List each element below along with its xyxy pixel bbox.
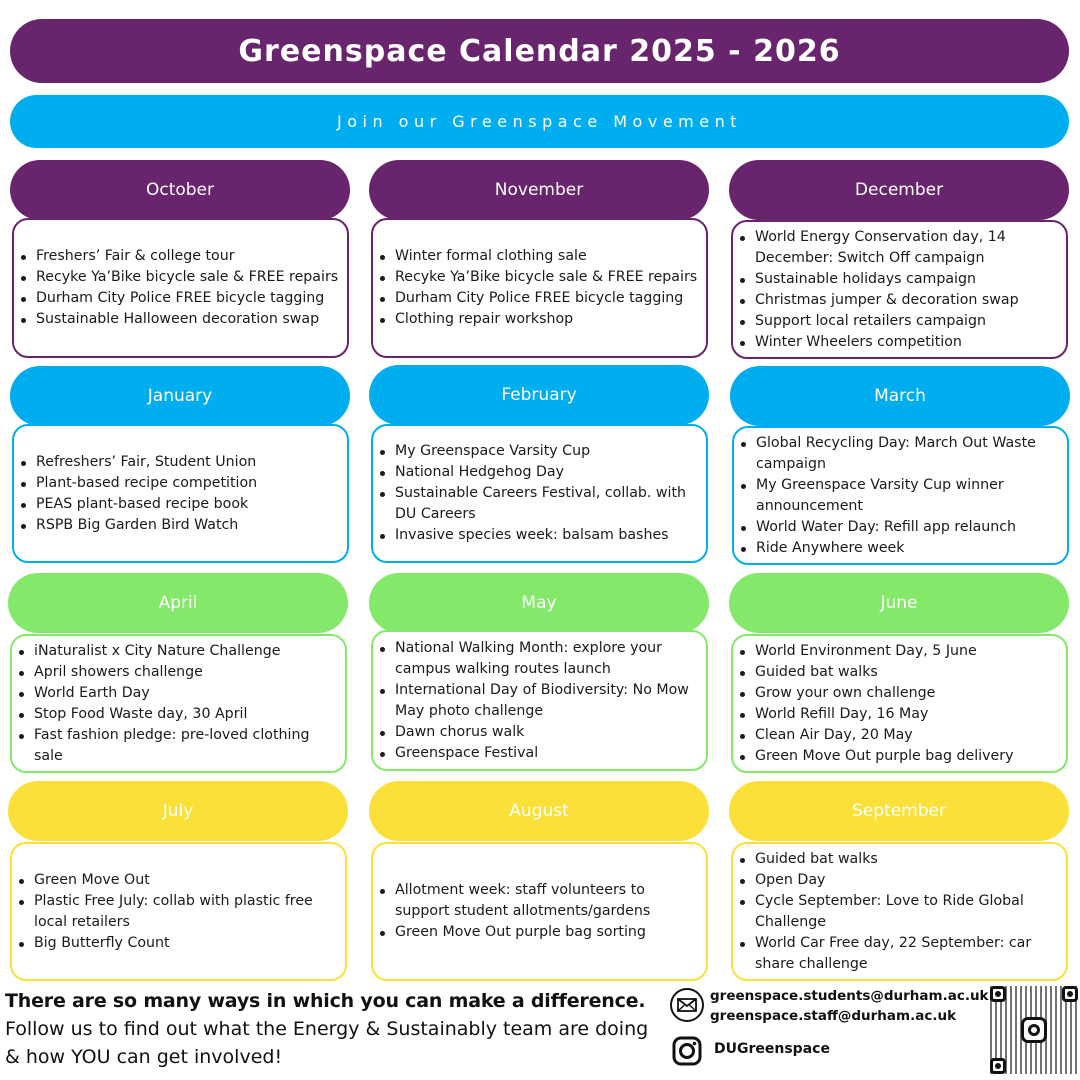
month-events bbox=[12, 218, 349, 358]
event-item: National Hedgehog Day bbox=[377, 462, 702, 483]
month-events bbox=[10, 842, 347, 981]
event-item: National Walking Month: explore your campus walking routes launch bbox=[377, 638, 702, 680]
event-item: World Water Day: Refill app relaunch bbox=[738, 517, 1063, 538]
event-list bbox=[377, 638, 702, 764]
month-events bbox=[731, 634, 1068, 773]
event-item: Fast fashion pledge: pre-loved clothing sale bbox=[16, 725, 341, 767]
event-item: Greenspace Festival bbox=[377, 743, 702, 764]
event-item: World Energy Conservation day, 14 December: Switch Off campaign bbox=[737, 227, 1062, 269]
event-list bbox=[18, 246, 343, 330]
month-header: May bbox=[369, 573, 709, 633]
month-events bbox=[731, 842, 1068, 981]
month-header: March bbox=[730, 366, 1070, 426]
event-item: Guided bat walks bbox=[737, 849, 1062, 870]
event-item: Green Move Out purple bag sorting bbox=[377, 922, 702, 943]
month-header: December bbox=[729, 160, 1069, 220]
email-staff-link[interactable]: greenspace.staff@durham.ac.uk bbox=[710, 1008, 957, 1024]
event-item: Winter Wheelers competition bbox=[737, 332, 1062, 353]
month-header: June bbox=[729, 573, 1069, 633]
event-item: Recyke Ya’Bike bicycle sale & FREE repairs bbox=[377, 267, 702, 288]
event-item: Green Move Out purple bag delivery bbox=[737, 746, 1062, 767]
event-item: Recyke Ya’Bike bicycle sale & FREE repairs bbox=[18, 267, 343, 288]
event-item: Cycle September: Love to Ride Global Challenge bbox=[737, 891, 1062, 933]
email-addresses bbox=[710, 986, 989, 1026]
month-events bbox=[10, 634, 347, 773]
event-list bbox=[737, 641, 1062, 767]
event-item: Open Day bbox=[737, 870, 1062, 891]
month-header: September bbox=[729, 781, 1069, 841]
event-item: Sustainable Careers Festival, collab. with DU Careers bbox=[377, 483, 702, 525]
event-item: Refreshers’ Fair, Student Union bbox=[18, 452, 343, 473]
event-item: Winter formal clothing sale bbox=[377, 246, 702, 267]
qr-code bbox=[990, 986, 1078, 1074]
event-item: RSPB Big Garden Bird Watch bbox=[18, 515, 343, 536]
event-item: Clean Air Day, 20 May bbox=[737, 725, 1062, 746]
event-item: Plastic Free July: collab with plastic free local retailers bbox=[16, 891, 341, 933]
event-item: Allotment week: staff volunteers to support student allotments/gardens bbox=[377, 880, 702, 922]
qr-finder-icon bbox=[990, 986, 1006, 1002]
event-item: Durham City Police FREE bicycle tagging bbox=[377, 288, 702, 309]
event-item: Grow your own challenge bbox=[737, 683, 1062, 704]
event-list bbox=[738, 433, 1063, 559]
month-events bbox=[371, 842, 708, 981]
event-item: World Environment Day, 5 June bbox=[737, 641, 1062, 662]
month-events bbox=[731, 220, 1068, 359]
event-item: iNaturalist x City Nature Challenge bbox=[16, 641, 341, 662]
page-subtitle: Join our Greenspace Movement bbox=[10, 95, 1069, 148]
event-item: Sustainable Halloween decoration swap bbox=[18, 309, 343, 330]
month-header: October bbox=[10, 160, 350, 220]
month-events bbox=[371, 630, 708, 771]
event-list bbox=[16, 641, 341, 767]
event-item: Ride Anywhere week bbox=[738, 538, 1063, 559]
instagram-icon bbox=[672, 1036, 702, 1066]
event-item: Support local retailers campaign bbox=[737, 311, 1062, 332]
month-events bbox=[371, 218, 708, 358]
qr-finder-icon bbox=[1062, 986, 1078, 1002]
event-item: Big Butterfly Count bbox=[16, 933, 341, 954]
event-item: Freshers’ Fair & college tour bbox=[18, 246, 343, 267]
event-item: Global Recycling Day: March Out Waste campaign bbox=[738, 433, 1063, 475]
instagram-handle-link[interactable]: DUGreenspace bbox=[714, 1041, 830, 1057]
event-item: World Car Free day, 22 September: car share challenge bbox=[737, 933, 1062, 975]
instagram-icon bbox=[1021, 1017, 1047, 1043]
month-header: January bbox=[10, 366, 350, 426]
event-item: Guided bat walks bbox=[737, 662, 1062, 683]
event-item: Green Move Out bbox=[16, 870, 341, 891]
event-item: Stop Food Waste day, 30 April bbox=[16, 704, 341, 725]
month-events bbox=[12, 424, 349, 563]
month-header: July bbox=[8, 781, 348, 841]
qr-finder-icon bbox=[990, 1058, 1006, 1074]
month-header: November bbox=[369, 160, 709, 220]
event-list bbox=[737, 227, 1062, 353]
event-item: Clothing repair workshop bbox=[377, 309, 702, 330]
event-list bbox=[377, 246, 702, 330]
footer-headline: There are so many ways in which you can make a difference. bbox=[5, 990, 646, 1012]
event-list bbox=[737, 849, 1062, 975]
month-events bbox=[371, 424, 708, 563]
email-students-link[interactable]: greenspace.students@durham.ac.uk bbox=[710, 988, 989, 1004]
month-header: April bbox=[8, 573, 348, 633]
event-item: Christmas jumper & decoration swap bbox=[737, 290, 1062, 311]
event-item: World Refill Day, 16 May bbox=[737, 704, 1062, 725]
month-header: August bbox=[369, 781, 709, 841]
mail-icon bbox=[670, 988, 704, 1022]
event-item: PEAS plant-based recipe book bbox=[18, 494, 343, 515]
event-item: My Greenspace Varsity Cup bbox=[377, 441, 702, 462]
event-item: Plant-based recipe competition bbox=[18, 473, 343, 494]
month-events bbox=[732, 426, 1069, 565]
month-header: February bbox=[369, 365, 709, 425]
event-item: Dawn chorus walk bbox=[377, 722, 702, 743]
event-list bbox=[18, 452, 343, 536]
event-item: Invasive species week: balsam bashes bbox=[377, 525, 702, 546]
footer-text: Follow us to find out what the Energy & Sustainably team are doing & how YOU can get involved! bbox=[5, 1018, 649, 1068]
event-item: Durham City Police FREE bicycle tagging bbox=[18, 288, 343, 309]
page-title: Greenspace Calendar 2025 - 2026 bbox=[10, 19, 1069, 83]
event-item: April showers challenge bbox=[16, 662, 341, 683]
event-list bbox=[377, 441, 702, 546]
event-item: My Greenspace Varsity Cup winner announcement bbox=[738, 475, 1063, 517]
event-list bbox=[16, 870, 341, 954]
event-item: Sustainable holidays campaign bbox=[737, 269, 1062, 290]
event-item: International Day of Biodiversity: No Mow May photo challenge bbox=[377, 680, 702, 722]
event-item: World Earth Day bbox=[16, 683, 341, 704]
event-list bbox=[377, 880, 702, 943]
